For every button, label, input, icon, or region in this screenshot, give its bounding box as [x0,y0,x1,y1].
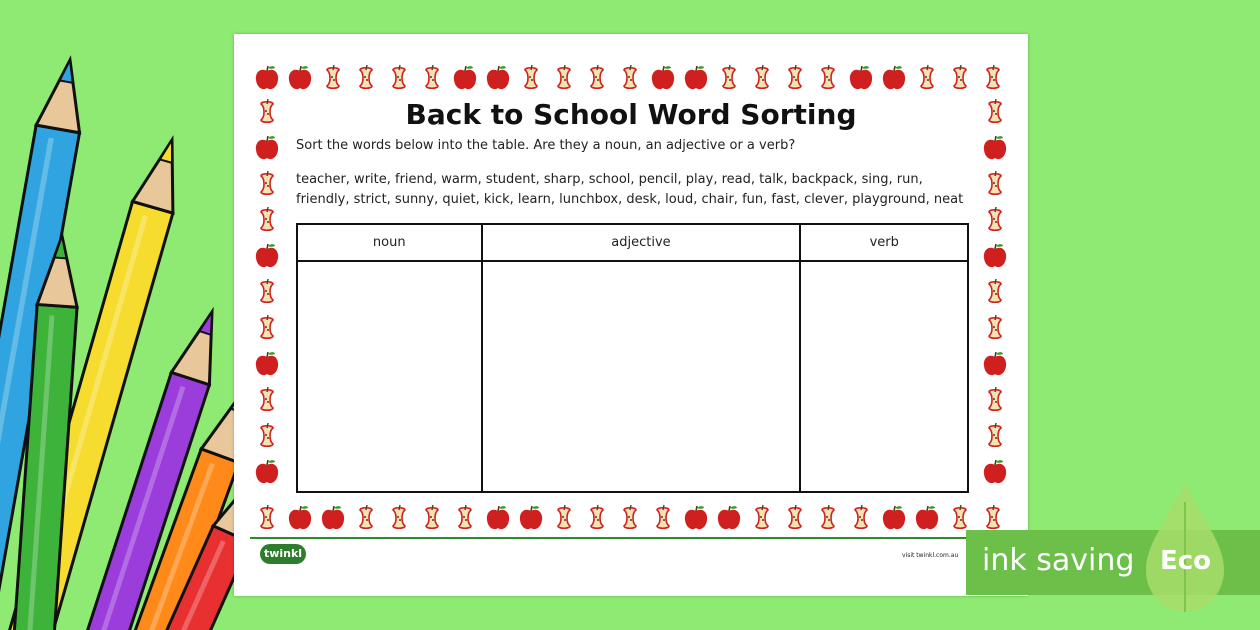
apple-core-icon [982,314,1008,342]
apple-icon [982,350,1008,378]
apple-core-icon [749,64,775,92]
apple-icon [982,242,1008,270]
apple-core-icon [815,504,841,532]
apple-core-icon [419,504,445,532]
apple-icon [881,504,907,532]
column-header-adjective: adjective [482,224,801,261]
noun-cell [297,261,482,492]
apple-core-icon [947,504,973,532]
apple-core-icon [254,170,280,198]
footer-divider [250,537,1008,539]
adjective-cell [482,261,801,492]
word-bank [296,170,972,210]
apple-core-icon [782,64,808,92]
apple-core-icon [982,278,1008,306]
apple-core-icon [254,386,280,414]
apple-core-icon [982,170,1008,198]
ink-saving-label: ink saving [982,543,1135,578]
apple-core-icon [386,64,412,92]
apple-icon [287,64,313,92]
visit-link: visit twinkl.com.au [902,552,959,559]
apple-core-icon [848,504,874,532]
apple-icon [254,350,280,378]
apple-core-icon [254,504,280,532]
worksheet [234,34,1028,596]
worksheet-title: Back to School Word Sorting [405,98,857,131]
apple-core-icon [982,206,1008,234]
apple-core-icon [617,504,643,532]
column-header-noun: noun [297,224,482,261]
verb-cell [800,261,968,492]
apple-core-icon [254,422,280,450]
apple-core-icon [914,64,940,92]
sorting-table [296,223,969,493]
apple-core-icon [584,504,610,532]
apple-core-icon [584,64,610,92]
apple-icon [452,64,478,92]
apple-icon [254,64,280,92]
apple-icon [254,242,280,270]
apple-icon [914,504,940,532]
apple-icon [254,458,280,486]
twinkl-logo: twinkl [260,544,306,564]
apple-core-icon [716,64,742,92]
eco-label: Eco [1160,546,1212,576]
apple-core-icon [947,64,973,92]
apple-icon [254,134,280,162]
apple-core-icon [518,64,544,92]
column-header-verb: verb [800,224,968,261]
apple-icon [518,504,544,532]
apple-core-icon [551,504,577,532]
apple-core-icon [980,504,1006,532]
apple-icon [982,134,1008,162]
word-bank-line-1: teacher, write, friend, warm, student, sharp, school, pencil, play, read, talk, backpack, sing, run, [296,172,923,187]
apple-core-icon [982,386,1008,414]
apple-core-icon [650,504,676,532]
apple-icon [650,64,676,92]
apple-core-icon [320,64,346,92]
word-bank-line-2: friendly, strict, sunny, quiet, kick, learn, lunchbox, desk, loud, chair, fun, fast, clever, playground, neat [296,192,964,207]
apple-icon [485,504,511,532]
apple-icon [683,64,709,92]
apple-core-icon [353,64,379,92]
apple-core-icon [254,206,280,234]
apple-core-icon [980,64,1006,92]
apple-icon [716,504,742,532]
apple-icon [485,64,511,92]
apple-icon [320,504,346,532]
apple-core-icon [254,278,280,306]
apple-icon [287,504,313,532]
apple-core-icon [386,504,412,532]
apple-icon [982,458,1008,486]
apple-icon [881,64,907,92]
apple-core-icon [353,504,379,532]
apple-icon [683,504,709,532]
apple-core-icon [551,64,577,92]
apple-core-icon [419,64,445,92]
instructions: Sort the words below into the table. Are they a noun, an adjective or a verb? [296,138,796,153]
apple-core-icon [749,504,775,532]
apple-icon [848,64,874,92]
apple-core-icon [815,64,841,92]
apple-core-icon [782,504,808,532]
apple-core-icon [982,422,1008,450]
apple-core-icon [254,314,280,342]
apple-core-icon [617,64,643,92]
apple-core-icon [452,504,478,532]
